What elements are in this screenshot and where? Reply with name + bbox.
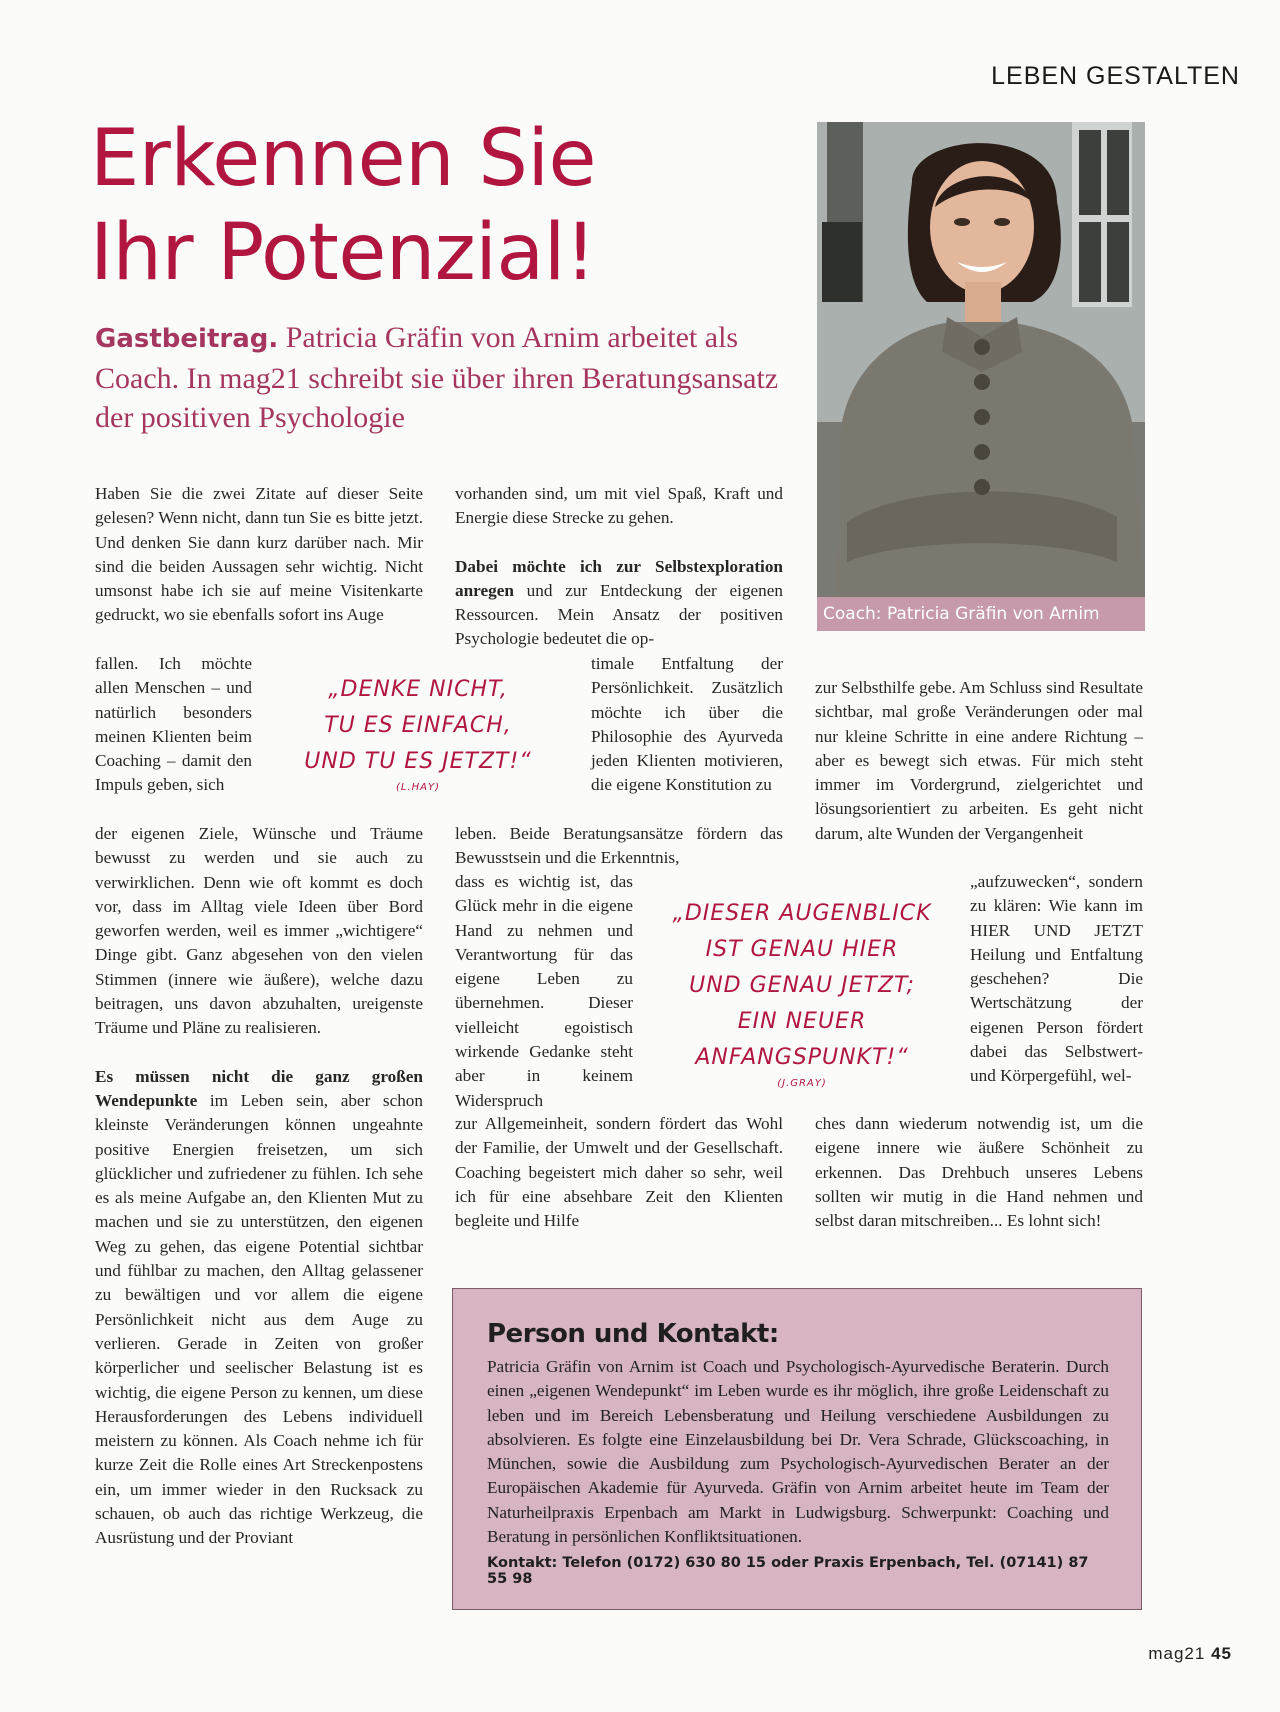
column-1-paragraph-1-end: der eigenen Ziele, Wünsche und Träume bewusst zu werden und sie auch zu verwirklichen. Denn wie oft kommt es doch vor, dass im Alltag viele Ideen über Bord geworfen werden, weil es immer „wichtigere“ Dinge gibt. Ganz abgesehen von den vielen Stimmen (innere wie äußere), welche dazu beitragen, uns davon abzuhalten, ureigenste Träume und Pläne zu realisieren.	[95, 824, 423, 1038]
column-2-narrow-2	[455, 870, 633, 1113]
column-1-narrow	[95, 652, 252, 798]
column-3-text-top: zur Selbsthilfe gebe. Am Schluss sind Resultate sichtbar, mal große Veränderungen oder mal nur kleine Schritte in eine andere Richtung – aber es bewegt sich etwas. Für mich steht immer im Vordergrund, zielgerichtet und lösungsorientiert zu arbeiten. Es geht nicht darum, alte Wunden der Vergangenheit	[815, 678, 1143, 843]
column-3-narrow	[970, 870, 1143, 1089]
column-1-bottom	[95, 822, 423, 1551]
intro-text: Patricia Gräfin von Arnim arbeitet als Coach. In mag21 schreibt sie über ihren Beratungsansatz der positiven Psychologie	[95, 321, 779, 434]
title-line-1: Erkennen Sie	[90, 114, 596, 204]
article-title	[90, 112, 596, 300]
quote-gray-line-3: UND GENAU JETZT;	[689, 973, 915, 998]
column-3-bottom	[815, 1112, 1143, 1233]
column-2-narrow	[591, 652, 783, 798]
contact-line: Kontakt: Telefon (0172) 630 80 15 oder Praxis Erpenbach, Tel. (07141) 87 55 98	[487, 1555, 1089, 1588]
column-2-paragraph-end: zur Allgemeinheit, sondern fördert das Wohl der Familie, der Umwelt und der Gesellschaft. Coaching begeistert mich daher so sehr, weil ich für eine absehbare Zeit den Klienten begleite und Hilfe	[455, 1114, 783, 1231]
paragraph-2-lead: Es müssen nicht die ganz großen Wendepunkte	[95, 1066, 423, 1110]
contact-box-heading: Person und Kontakt:	[487, 1319, 779, 1349]
column-2-text: und zur Entdeckung der eigenen Ressourcen. Mein Ansatz der positiven Psychologie bedeutet die op-	[455, 580, 783, 649]
photo-caption: Coach: Patricia Gräfin von Arnim	[817, 597, 1145, 631]
column-2-wrapped-text-2: dass es wichtig ist, das Glück mehr in die eigene Hand zu nehmen und Verantwortung für das eigene Leben zu übernehmen. Dieser vielleicht egoistisch wirkende Gedanke steht aber in keinem Widerspruch	[455, 872, 633, 1110]
quote-hay-source: (L.HAY)	[395, 782, 441, 793]
column-3-top	[815, 676, 1143, 846]
column-2-top	[455, 482, 783, 652]
column-1-wrapped-text: fallen. Ich möchte allen Menschen – und natürlich besonders meinen Klienten beim Coaching – damit den Impuls geben, sich	[95, 654, 252, 795]
column-3-text-bottom: ches dann wiederum notwendig ist, um die eigene innere wie äußere Schönheit zu erkennen. Das Drehbuch unseres Lebens sollten wir mutig in die Hand nehmen und selbst daran mitschreiben... Es lohnt sich!	[815, 1114, 1143, 1231]
page-number: 45	[1211, 1644, 1232, 1663]
quote-gray-line-5: ANFANGSPUNKT!“	[695, 1045, 909, 1070]
column-2-full-text: leben. Beide Beratungsansätze fördern das Bewusstsein und die Erkenntnis,	[455, 824, 783, 868]
title-line-2: Ihr Potenzial!	[90, 208, 596, 298]
column-1-top	[95, 482, 423, 628]
column-2-paragraph-2	[455, 555, 783, 652]
column-2-lead: Dabei möchte ich zur Selbstexploration anregen	[455, 556, 783, 600]
magazine-name: mag21	[1148, 1644, 1206, 1663]
column-2-mid	[455, 822, 783, 871]
quote-gray-line-1: „DIESER AUGENBLICK	[672, 901, 932, 926]
contact-box	[452, 1288, 1142, 1610]
quote-hay-line-3: UND TU ES JETZT!“	[304, 749, 532, 774]
quote-gray	[656, 896, 948, 1092]
quote-hay	[268, 672, 568, 796]
contact-box-body: Patricia Gräfin von Arnim ist Coach und Psychologisch-Ayurvedische Beraterin. Durch einen „eigenen Wendepunkt“ im Leben wurde es ihr möglich, ihre große Leidenschaft zu leben und im Bereich Lebensberatung und Heilung verschiedene Ausbildungen zu absolvieren. Es folgte eine Einzelausbildung bei Dr. Vera Schrade, Glückscoaching, in München, sowie die Ausbildung zum Psychologisch-Ayurvedischen Berater an der Europäischen Akademie für Ayurveda. Gräfin von Arnim arbeitet heute im Team der Naturheilpraxis Erpenbach am Markt in Ludwigsburg. Schwerpunkt: Coaching und Beratung in persönlichen Konfliktsituationen.	[487, 1357, 1109, 1547]
column-1-paragraph-2	[95, 1065, 423, 1551]
quote-hay-line-1: „DENKE NICHT,	[328, 677, 508, 702]
column-2-bottom	[455, 1112, 783, 1233]
quote-hay-line-2: TU ES EINFACH,	[324, 713, 512, 738]
column-2-paragraph-1: vorhanden sind, um mit viel Spaß, Kraft und Energie diese Strecke zu gehen.	[455, 484, 783, 528]
section-label: LEBEN GESTALTEN	[991, 62, 1240, 90]
paragraph-2-text: im Leben sein, aber schon kleinste Veränderungen können ungeahnte positive Energien freisetzen, um sich glücklicher und zufriedener zu fühlen. Ich sehe es als meine Aufgabe an, den Klienten Mut zu machen und sie zu unterstützen, den eigenen Weg zu gehen, das eigene Potential sichtbar und fühlbar zu machen, den Alltag gelassener zu bewältigen und vor allem die eigene Persönlichkeit nicht aus dem Auge zu verlieren. Gerade in Zeiten von großer körperlicher und seelischer Belastung ist es wichtig, die eigene Person zu kennen, um diese Herausforderungen des Lebens individuell meistern zu können. Als Coach nehme ich für kurze Zeit die Rolle eines Art Streckenpostens ein, um immer wieder in den Rucksack zu schauen, ob auch das richtige Werkzeug, die Ausrüstung und der Proviant	[95, 1090, 423, 1548]
page-footer	[1100, 1644, 1232, 1664]
article-intro	[95, 318, 795, 437]
quote-gray-line-2: IST GENAU HIER	[705, 937, 899, 962]
portrait-illustration	[817, 122, 1145, 597]
column-3-wrapped-text: „aufzuwecken“, sondern zu klären: Wie kann im HIER UND JETZT Heilung und Entfaltung geschehen? Die Wertschätzung der eigenen Person fördert dabei das Selbstwert- und Körpergefühl, wel-	[970, 872, 1143, 1086]
portrait-photo	[817, 122, 1145, 597]
column-2-wrapped-text: timale Entfaltung der Persönlichkeit. Zusätzlich möchte ich über die Philosophie des Ayurveda jeden Klienten motivieren, die eigene Konstitution zu	[591, 654, 783, 795]
quote-gray-line-4: EIN NEUER	[737, 1009, 867, 1034]
column-1-paragraph-1: Haben Sie die zwei Zitate auf dieser Seite gelesen? Wenn nicht, dann tun Sie es bitte jetzt. Und denken Sie dann kurz darüber nach. Mir sind die beiden Aussagen sehr wichtig. Nicht umsonst habe ich sie auf meine Visitenkarte gedruckt, wo sie ebenfalls sofort ins Auge	[95, 484, 423, 625]
intro-label: Gastbeitrag.	[95, 324, 279, 354]
quote-gray-source: (J.GRAY)	[777, 1078, 827, 1089]
